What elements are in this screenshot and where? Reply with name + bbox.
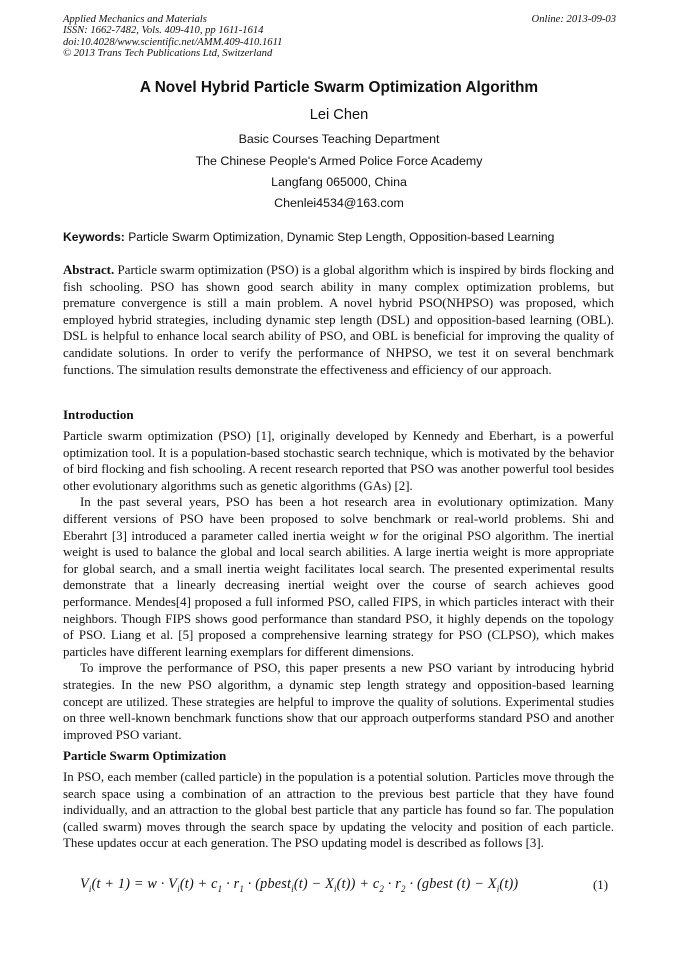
pso-body — [63, 769, 614, 852]
equation-number: (1) — [592, 878, 608, 892]
affiliation-city: Langfang 065000, China — [271, 175, 407, 189]
paper-title: A Novel Hybrid Particle Swarm Optimization Algorithm — [139, 79, 539, 96]
keywords-label: Keywords: — [63, 230, 125, 244]
abstract — [63, 262, 614, 378]
introduction-heading: Introduction — [63, 407, 134, 422]
copyright-line: © 2013 Trans Tech Publications Ltd, Switzerland — [63, 48, 273, 60]
affiliation-institution: The Chinese People's Armed Police Force Academy — [195, 154, 483, 168]
intro-p2-text-b: for the original PSO algorithm. The inertial weight is used to balance the global and local search abilities. A large inertia weight is more appropriate for global search, and a small inertia weight facilitates local search. The presented experimental results demonstrate that a linearly decreasing inertial weight over the course of search achieves good performance. Mendes[4] proposed a full informed PSO, called FIPS, in which particles interact with their neighbors. Though FIPS shows good performance than standard PSO, it highly depends on the topology of PSO. Liang et al. [5] proposed a comprehensive learning strategy for PSO (CLPSO), which makes particles have different learning exemplars for different dimensions. — [63, 528, 614, 659]
author-name: Lei Chen — [309, 107, 369, 123]
journal-header — [63, 14, 282, 60]
keywords-text: Particle Swarm Optimization, Dynamic Step Length, Opposition-based Learning — [128, 230, 555, 244]
journal-name: Applied Mechanics and Materials — [63, 14, 207, 25]
pso-heading: Particle Swarm Optimization — [63, 748, 227, 763]
affiliation-department: Basic Courses Teaching Department — [238, 132, 440, 146]
online-date: Online: 2013-09-03 — [531, 14, 616, 25]
doi-line: doi:10.4028/www.scientific.net/AMM.409-410.1611 — [63, 36, 283, 48]
pso-paragraph-1: In PSO, each member (called particle) in the population is a potential solution. Particles move through the search space using a combination of an attraction to the previous best particle that they have found individually, and an attraction to the global best particle that any particle has found so far. The population (called swarm) moves through the search space by updating the velocity and position of each particle. These updates occur at each generation. The PSO updating model is described as follows [3]. — [63, 770, 614, 851]
intro-paragraph-3: To improve the performance of PSO, this paper presents a new PSO variant by introducing hybrid strategies. In the new PSO algorithm, a dynamic step length strategy and opposition-based learning concept are utilized. These strategies are helpful to improve the quality of solutions. Experimental studies on three well-known benchmark functions show that our approach outperforms standard PSO and another improved PSO variant. — [63, 661, 614, 742]
issn-line: ISSN: 1662-7482, Vols. 409-410, pp 1611-1614 — [63, 25, 264, 37]
intro-paragraph-2 — [63, 494, 614, 660]
introduction-body — [63, 428, 614, 743]
author-email: Chenlei4534@163.com — [274, 196, 404, 210]
keywords-line — [63, 229, 616, 245]
inertia-weight-symbol: w — [369, 528, 379, 543]
abstract-label: Abstract. — [63, 263, 115, 277]
velocity-update-equation: $V_i(t + 1) = w \cdot V_i(t) + c_1 \cdot r_1$ · (pbest$_i$(t) − $X_i(t)) + c_2 \cdot r_2$ · (gbest $(t) - X_i(t)$) — [80, 876, 519, 894]
intro-paragraph-1: Particle swarm optimization (PSO) [1], originally developed by Kennedy and Eberhart, is a powerful optimization tool. It is a population-based stochastic search technique, which is motivated by the behavior of bird flocking and fish schooling. A recent research reported that PSO was another powerful tool besides other evolutionary algorithms such as genetic algorithms (GAs) [2]. — [63, 429, 614, 493]
abstract-text: Particle swarm optimization (PSO) is a global algorithm which is inspired by birds flocking and fish schooling. PSO has shown good search ability in many complex optimization problems, but premature convergence is still a main problem. A novel hybrid PSO(NHPSO) was proposed, which employed hybrid strategies, including dynamic step length (DSL) and opposition-based learning (OBL). DSL is helpful to enhance local search ability of PSO, and OBL is beneficial for improving the quality of candidate solutions. In order to verify the performance of NHPSO, we test it on several benchmark functions. The simulation results demonstrate the effectiveness and efficiency of our approach. — [63, 263, 614, 377]
intro-p2-text-a: In the past several years, PSO has been a hot research area in evolutionary optimization. Many different versions of PSO have been proposed to solve benchmark or real-world problems. Shi and Eberahrt [3] introduced a parameter called inertia weight — [63, 495, 614, 543]
